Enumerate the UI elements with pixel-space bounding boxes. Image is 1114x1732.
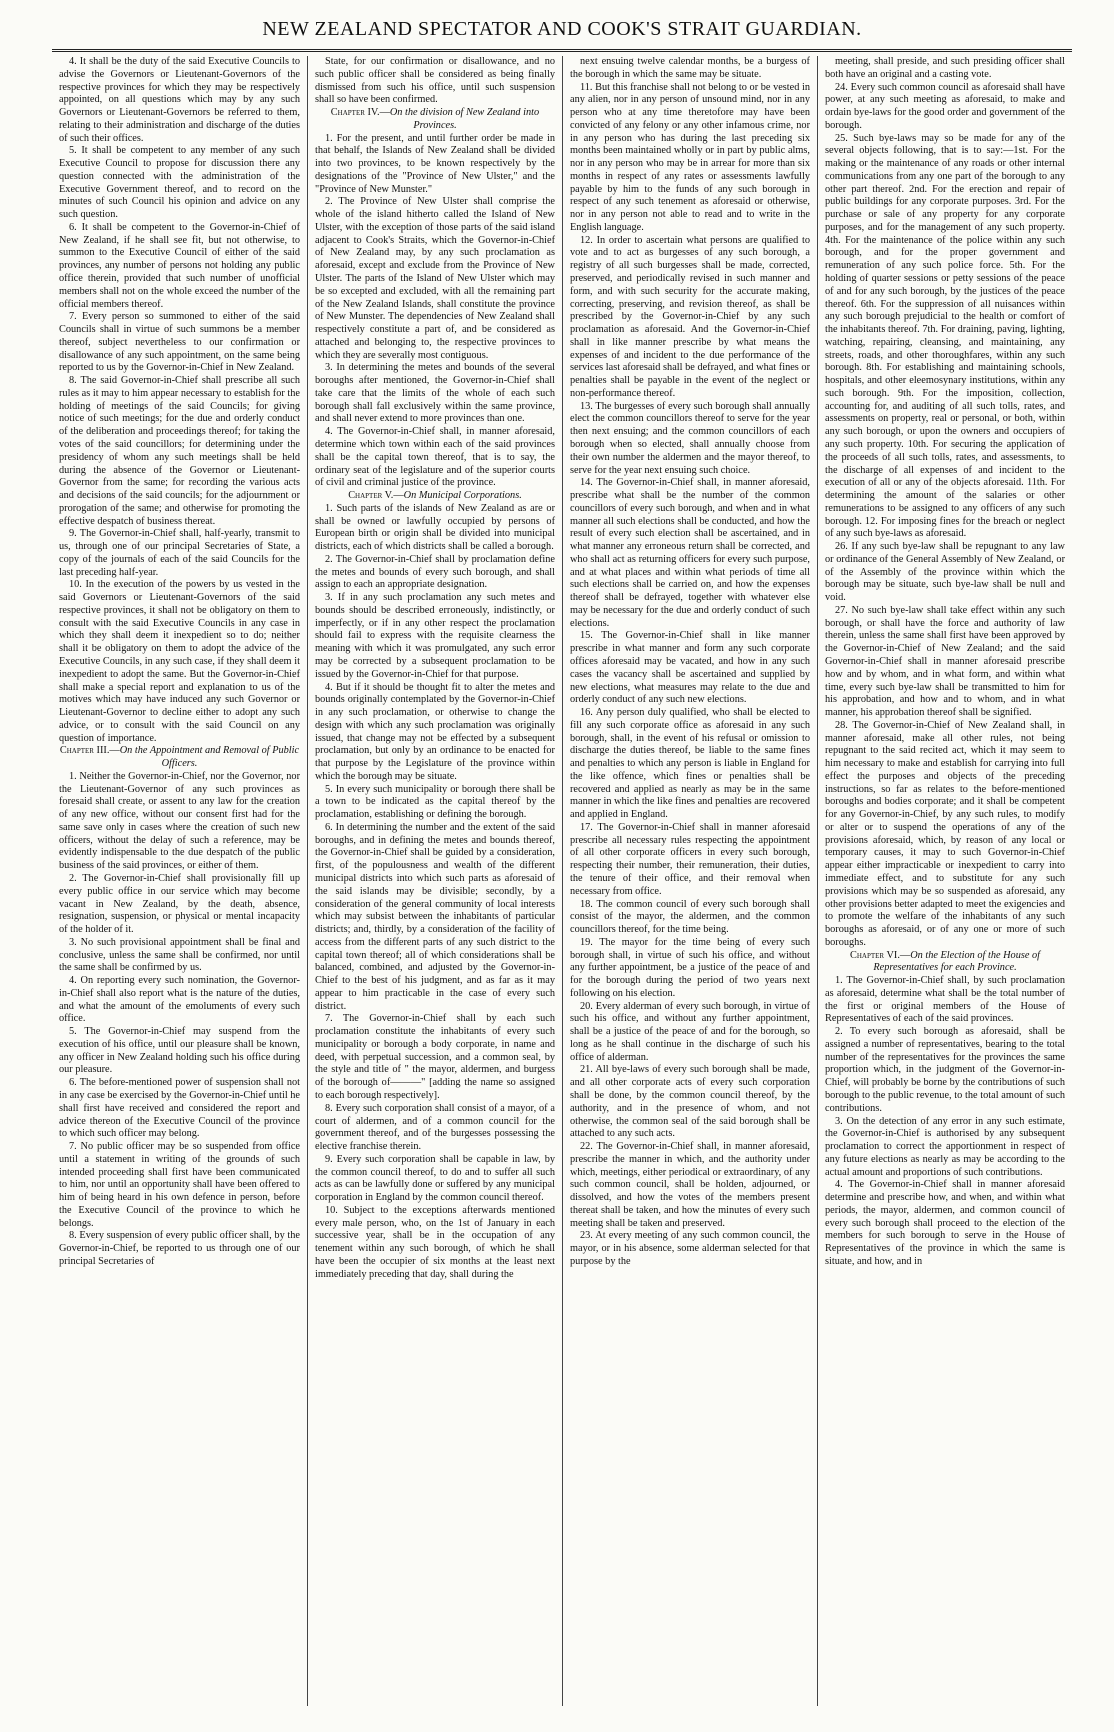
chapter-label: Chapter V. [348,490,394,502]
article-paragraph: 2. To every such borough as aforesaid, shall be assigned a number of representatives, bearing to the total number of the representatives for the provinces the same proportion which, in the judgment of the Governor-in-Chief, will probably be borne by the contributions of such borough to the public revenue, to the total amount of such contributions. [825,1026,1065,1114]
article-paragraph: 28. The Governor-in-Chief of New Zealand shall, in manner aforesaid, make all other rules, not being repugnant to the said recited act, which it may seem to him necessary to make and establish for carrying into full effect the purposes and objects of the preceding instructions, so far as relates to the before-mentioned boroughs and bodies corporate; and it shall be competent for any Governor-in-Chief, by any such rules, to modify or alter or to suspend the operations of any of the provisions aforesaid, which, by reason of any local or temporary causes, it may to such Governor-in-Chief appear either impracticable or inexpedient to carry into immediate effect, and to substitute for any such provisions which may be so suspended as aforesaid, any other provisions better adapted to meet the exigencies and to promote the welfare of the inhabitants of any such boroughs as aforesaid, or of any one or more of such boroughs. [825,719,1065,948]
column-1 [52,56,307,1706]
chapter-heading [315,490,555,503]
article-paragraph: 16. Any person duly qualified, who shall be elected to fill any such corporate office as aforesaid in any such borough, shall, in the event of his refusal or omission to discharge the duties thereof, be liable to the same fines and penalties to which any person is liable in England for the like offence, which fines or penalties shall be recovered and applied as nearly as may be in the same manner in which the like fines and penalties are recovered and applied in England. [570,707,810,821]
chapter-heading [59,745,300,771]
article-paragraph: 3. On the detection of any error in any such estimate, the Governor-in-Chief is authorised by any subsequent proclamation to correct the apportionment in respect of any future elections as nearly as may be according to the actual amount and proportions of such contributions. [825,1115,1065,1178]
article-paragraph: 21. All bye-laws of every such borough shall be made, and all other corporate acts of every such corporation shall be done, by the common council thereof, by the authority, and in the presence of whom, and not otherwise, the common seal of the said borough shall be attached to any such acts. [570,1064,810,1140]
article-paragraph: 14. The Governor-in-Chief shall, in manner aforesaid, prescribe what shall be the number of the common councillors of every such borough, and when and in what manner all such elections shall be conducted, and how the result of every such election shall be ascertained, and in what manner any erroneous return shall be corrected, and who shall act as returning officers for every such purpose, and at what places and within what periods of time all such elections shall be carried on, and how the expenses thereof shall be defrayed, together with whatever else may be necessary for the due and orderly conduct of such elections. [570,477,810,629]
article-paragraph: 8. The said Governor-in-Chief shall prescribe all such rules as it may to him appear necessary to establish for the holding of meetings of the said Councils; for giving notice of such meetings; for the due and orderly conduct of the deliberation and proceedings thereof; for taking the votes of the said councillors; for determining under the presidency of whom any such meetings shall be held during the absence of the Governor or Lieutenant-Governor from the same; for recording the various acts and decisions of the said councils; for the adjournment or prorogation of the same; and otherwise for promoting the effective despatch of business thereat. [59,375,300,527]
article-paragraph: 1. For the present, and until further order be made in that behalf, the Islands of New Zealand shall be divided into two provinces, to be known respectively by the designations of the "Province of New Ulster," and the "Province of New Munster." [315,132,555,195]
column-4 [817,56,1072,1706]
article-paragraph: 12. In order to ascertain what persons are qualified to vote and to act as burgesses of any such borough, a registry of all such burgesses shall be made, corrected, preserved, and periodically revised in such manner and form, and with such security for the accurate making, correcting, preserving, and revision thereof, as shall be prescribed by the Governor-in-Chief by any such proclamation as aforesaid. And the Governor-in-Chief shall in like manner prescribe by what means the expenses of and incident to the due performance of the services last aforesaid shall be defrayed, and what fines or penalties shall be payable in the event of the neglect or non-performance thereof. [570,234,810,399]
article-paragraph: 7. The Governor-in-Chief shall by each such proclamation constitute the inhabitants of every such municipality or borough a body corporate, in name and deed, with perpetual succession, and a common seal, by the style and title of " the mayor, aldermen, and burgess of the borough of———" [adding the name so assigned to each borough respectively]. [315,1013,555,1102]
article-paragraph: 4. It shall be the duty of the said Executive Councils to advise the Governors or Lieutenant-Governors of the respective provinces for which they may be respectively appointed, on all questions which may by any such Governors or Lieutenant-Governors be referred to them, relating to their administration and discharge of the duties of such their offices. [59,56,300,144]
article-paragraph: 22. The Governor-in-Chief shall, in manner aforesaid, prescribe the manner in which, and the authority under which, meetings, either periodical or extraordinary, of any such common council, shall be holden, adjourned, or dissolved, and how the votes of the members present thereat shall be taken, and how the minutes of every such meeting shall be taken and preserved. [570,1141,810,1229]
article-paragraph: 9. The Governor-in-Chief shall, half-yearly, transmit to us, through one of our principal Secretaries of State, a copy of the journals of each of the said Councils for the last preceding half-year. [59,528,300,578]
article-paragraph: 6. In determining the number and the extent of the said boroughs, and in defining the metes and bounds thereof, the Governor-in-Chief shall be guided by a consideration, first, of the populousness and wealth of the different municipal districts into which such parts as aforesaid of the said islands may be divisible; secondly, by a consideration of the general community of local interests which may subsist between the inhabitants of particular districts; and, thirdly, by a consideration of the facility of access from the different parts of any such district to the capital town thereof; all of which considerations shall be balanced, combined, and adjusted by the Governor-in-Chief to the best of his judgment, and as far as it may appear to him practicable in the case of every such district. [315,821,555,1012]
article-paragraph: 10. In the execution of the powers by us vested in the said Governors or Lieutenant-Governors of the said respective provinces, it shall not be obligatory on them to consult with the said Executive Councils in any case in which they shall deem it inexpedient so to do; neither shall it be obligatory on them to adopt the advice of the Executive Councils, in any such case, if they shall deem it inexpedient to adopt the same. But the Governor-in-Chief shall make a special report and explanation to us of the motives which may have induced any such Governor or Lieutenant-Governor to decline either to adopt any such advice, or to consult with the said Council on any question of importance. [59,579,300,744]
chapter-heading [315,107,555,133]
article-paragraph: 2. The Governor-in-Chief shall by proclamation define the metes and bounds of every such borough, and shall assign to each an appropriate designation. [315,553,555,591]
article-paragraph: 5. The Governor-in-Chief may suspend from the execution of his office, until our pleasure shall be known, any officer in New Zealand holding such his office during our pleasure. [59,1026,300,1076]
article-paragraph: 11. But this franchise shall not belong to or be vested in any alien, nor in any person of unsound mind, nor in any person who at any time theretofore may have been convicted of any felony or any other infamous crime, nor in any person who has during the last preceding six months been maintained wholly or in part by public alms, nor in any person who may be in arrear for more than six months in respect of any rates or assessments lawfully payable by him to the funds of any such borough in respect of any such tenement as aforesaid or otherwise, nor in any person not able to read and to write in the English language. [570,81,810,233]
article-paragraph: 18. The common council of every such borough shall consist of the mayor, the aldermen, and the common councillors thereof, for the time being. [570,898,810,936]
article-paragraph: 7. Every person so summoned to either of the said Councils shall in virtue of such summons be a member thereof, subject nevertheless to our confirmation or disallowance of any such appointment, on the same being reported to us by the Governor-in-Chief in New Zealand. [59,311,300,374]
chapter-dash: — [379,107,390,119]
chapter-title: On the division of New Zealand into Provinces. [389,107,540,131]
chapter-title: On Municipal Corporations. [403,490,522,502]
chapter-dash: — [393,490,404,502]
article-paragraph: 4. The Governor-in-Chief shall in manner aforesaid determine and prescribe how, and when, and within what periods, the mayor, aldermen, and common council of every such borough shall proceed to the election of the members for such borough to serve in the House of Representatives of the province in which the same is situate, and how, and in [825,1179,1065,1267]
article-paragraph: 25. Such bye-laws may so be made for any of the several objects following, that is to say:—1st. For the making or the maintenance of any roads or other internal communications from any one part of the borough to any other part thereof. 2nd. For the erection and repair of public buildings for any corporate purposes. 3rd. For the purchase or sale of any property for any corporate purposes, and for the management of any such property. 4th. For the maintenance of the police within any such borough, and for the proper government and remuneration of any such police force. 5th. For the holding of quarter sessions or petty sessions of the peace of and for any such borough, by the justices of the peace thereof. 6th. For the suppression of all nuisances within any such borough prejudicial to the health or comfort of the inhabitants thereof. 7th. For draining, paving, lighting, watching, repairing, cleansing, and maintaining, any streets, roads, and other thoroughfares, within any such borough. 8th. For establishing and maintaining schools, hospitals, and other eleemosynary institutions, within any such borough. 9th. For the imposition, collection, accounting for, and auditing of all such tolls, rates, and assessments on property, real or personal, or both, within any such borough, or upon the owners and occupiers of any such property. 10th. For securing the application of the proceeds of all such tolls, rates, and assessments, to the discharge of all expenses of and incident to the execution of all or any of the objects aforesaid. 11th. For determining the amount of the salaries or other remunerations to be assigned to any officers of any such borough. 12. For imposing fines for the breach or neglect of any such bye-laws as aforesaid. [825,132,1065,540]
article-paragraph: 5. It shall be competent to any member of any such Executive Council to propose for discussion there any question connected with the administration of the Executive Government thereof, and to record on the minutes of such Council his opinion and advice on any such question. [59,145,300,221]
article-paragraph: 13. The burgesses of every such borough shall annually elect the common councillors thereof to serve for the year then next ensuing; and the common councillors of each borough when so elected, shall annually choose from their own number the aldermen and the mayor thereof, to serve for the year next ensuing such choice. [570,400,810,476]
article-paragraph: meeting, shall preside, and such presiding officer shall both have an original and a casting vote. [825,56,1065,80]
masthead-title: NEW ZEALAND SPECTATOR AND COOK'S STRAIT GUARDIAN. [52,18,1072,52]
article-paragraph: 7. No public officer may be so suspended from office until a statement in writing of the grounds of such intended proceeding shall first have been communicated to him, nor until an opportunity shall have been offered to him of being heard in his own defence in person, before the Executive Council of the province to which he belongs. [59,1141,300,1229]
article-paragraph: 1. Such parts of the islands of New Zealand as are or shall be owned or lawfully occupied by persons of European birth or origin shall be divided into municipal districts, each of which districts shall be called a borough. [315,502,555,553]
article-paragraph: 10. Subject to the exceptions afterwards mentioned every male person, who, on the 1st of January in each successive year, shall be in the occupation of any tenement within any such borough, of which he shall have been the occupier of six months at the least next immediately preceding that day, shall during the [315,1204,555,1280]
article-paragraph: 4. On reporting every such nomination, the Governor-in-Chief shall also report what is the nature of the duties, and what the amount of the emoluments of every such office. [59,975,300,1025]
article-paragraph: 4. The Governor-in-Chief shall, in manner aforesaid, determine which town within each of the said provinces shall be the capital town thereof, that is to say, the ordinary seat of the legislature and of the superior courts of civil and criminal justice of the province. [315,426,555,489]
chapter-label: Chapter VI. [849,949,900,961]
article-paragraph: 1. The Governor-in-Chief shall, by such proclamation as aforesaid, determine what shall be the total number of the first or original members of the House of Representatives of each of the said provinces. [825,975,1065,1025]
article-paragraph: 17. The Governor-in-Chief shall in manner aforesaid prescribe all necessary rules respecting the appointment of all other corporate officers in every such borough, respecting their number, their remuneration, their duties, the tenure of their office, and their removal when necessary from office. [570,821,810,897]
article-paragraph: 2. The Province of New Ulster shall comprise the whole of the island hitherto called the Island of New Ulster, with the exception of those parts of the said island adjacent to Cook's Straits, which the Governor-in-Chief of New Zealand may, by any such proclamation as aforesaid, except and exclude from the Province of New Ulster. The parts of the Island of New Ulster which may be so excepted and excluded, with all the remaining part of the New Zealand Islands, shall constitute the province of New Munster. The dependencies of New Zealand shall respectively constitute a part of, and be considered as attached and belonging to, the respective provinces to which they are severally most contiguous. [315,196,555,361]
article-paragraph: 15. The Governor-in-Chief shall in like manner prescribe in what manner and form any such corporate offices aforesaid may be vacated, and how in any such cases the vacancy shall be ascertained and supplied by new elections, what measures may relate to the due and orderly conduct of any such new elections. [570,630,810,706]
article-paragraph: 20. Every alderman of every such borough, in virtue of such his office, and without any further appointment, shall be a justice of the peace of and for the borough, so long as he shall continue in the discharge of such his office of alderman. [570,1000,810,1063]
newspaper-page [52,18,1072,1718]
chapter-label: Chapter III. [59,745,110,757]
article-paragraph: 9. Every such corporation shall be capable in law, by the common council thereof, to do and to suffer all such acts as can be lawfully done or suffered by any municipal corporation in England by the common council thereof. [315,1153,555,1204]
article-paragraph: next ensuing twelve calendar months, be a burgess of the borough in which the same may be situate. [570,56,810,80]
article-paragraph: 2. The Governor-in-Chief shall provisionally fill up every public office in our service which may become vacant in New Zealand, by the death, absence, resignation, suspension, or physical or mental incapacity of the holder of it. [59,873,300,936]
article-paragraph: 8. Every suspension of every public officer shall, by the Governor-in-Chief, be reported to us through one of our principal Secretaries of [59,1230,300,1267]
article-paragraph: 3. If in any such proclamation any such metes and bounds should be described erroneously, indistinctly, or imperfectly, or if in any other respect the proclamation should fail to express with the requisite clearness the meaning with which it was promulgated, any such error may be corrected by a subsequent proclamation to be issued by the Governor-in-Chief for that purpose. [315,592,555,680]
article-paragraph: 23. At every meeting of any such common council, the mayor, or in his absence, some alderman selected for that purpose by the [570,1230,810,1267]
article-paragraph: 4. But if it should be thought fit to alter the metes and bounds originally contemplated by the Governor-in-Chief in any such proclamation, or otherwise to change the design with which any such proclamation was originally issued, that change may not be effected by a subsequent proclamation, but only by an ordinance to be enacted for that purpose by the Legislature of the province within which the borough may be situate. [315,681,555,782]
column-3 [562,56,817,1706]
chapter-title: On the Election of the House of Representatives for each Province. [873,949,1041,974]
chapter-dash: — [109,745,120,757]
chapter-title: On the Appointment and Removal of Public Officers. [119,745,300,770]
article-paragraph: 5. In every such municipality or borough there shall be a town to be indicated as the capital thereof by the proclamation, establishing or defining the borough. [315,783,555,821]
column-2 [307,56,562,1706]
article-paragraph: 6. The before-mentioned power of suspension shall not in any case be exercised by the Governor-in-Chief until he shall first have received and considered the report and advice thereon of the Executive Council of the province to which such officer may belong. [59,1077,300,1140]
chapter-label: Chapter IV. [330,107,380,119]
article-paragraph: 26. If any such bye-law shall be repugnant to any law or ordinance of the General Assembly of New Zealand, or of the Assembly of the province within which the borough may be situate, such bye-law shall be null and void. [825,541,1065,604]
chapter-dash: — [899,949,911,961]
article-paragraph: 27. No such bye-law shall take effect within any such borough, or shall have the force and authority of law therein, unless the same shall first have been approved by the Governor-in-Chief of New Zealand; and the said Governor-in-Chief shall in manner aforesaid prescribe how and by whom, and in what form, and within what time, every such bye-law shall be transmitted to him for his approbation, and how and to whom, and in what manner, his approbation thereof shall be signified. [825,604,1065,719]
article-paragraph: 8. Every such corporation shall consist of a mayor, of a court of aldermen, and of a common council for the government thereof, and of the burgesses possessing the elective franchise therein. [315,1102,555,1153]
article-paragraph: 6. It shall be competent to the Governor-in-Chief of New Zealand, if he shall see fit, but not otherwise, to summon to the Executive Council of either of the said provinces, any number of persons not holding any public office therein, provided that such number of unofficial members shall not on the whole exceed the number of the official members thereof. [59,221,300,310]
text-columns [52,56,1072,1706]
article-paragraph: 3. No such provisional appointment shall be final and conclusive, unless the same shall be confirmed, nor until the same shall be confirmed by us. [59,936,300,974]
article-paragraph: State, for our confirmation or disallowance, and no such public officer shall be considered as being finally dismissed from such his office, until such suspension shall so have been confirmed. [315,56,555,106]
article-paragraph: 1. Neither the Governor-in-Chief, nor the Governor, nor the Lieutenant-Governor of any such provinces as foresaid shall create, or assent to any law for the creation of any new office, without our consent first had for the same save only in cases where the creation of such new officers, without the delay of such a reference, may be evidently indispensable to the due despatch of the public business of the said provinces, or either of them. [59,770,300,872]
article-paragraph: 3. In determining the metes and bounds of the several boroughs after mentioned, the Governor-in-Chief shall take care that the limits of the whole of each such borough shall fall exclusively within the same province, and shall never extend to more provinces than one. [315,362,555,425]
article-paragraph: 24. Every such common council as aforesaid shall have power, at any such meeting as aforesaid, to make and ordain bye-laws for the good order and government of the borough. [825,81,1065,131]
article-paragraph: 19. The mayor for the time being of every such borough shall, in virtue of such his office, and without any further appointment, be a justice of the peace of and for the borough during the period of two years next following on his election. [570,936,810,999]
chapter-heading [825,950,1065,976]
